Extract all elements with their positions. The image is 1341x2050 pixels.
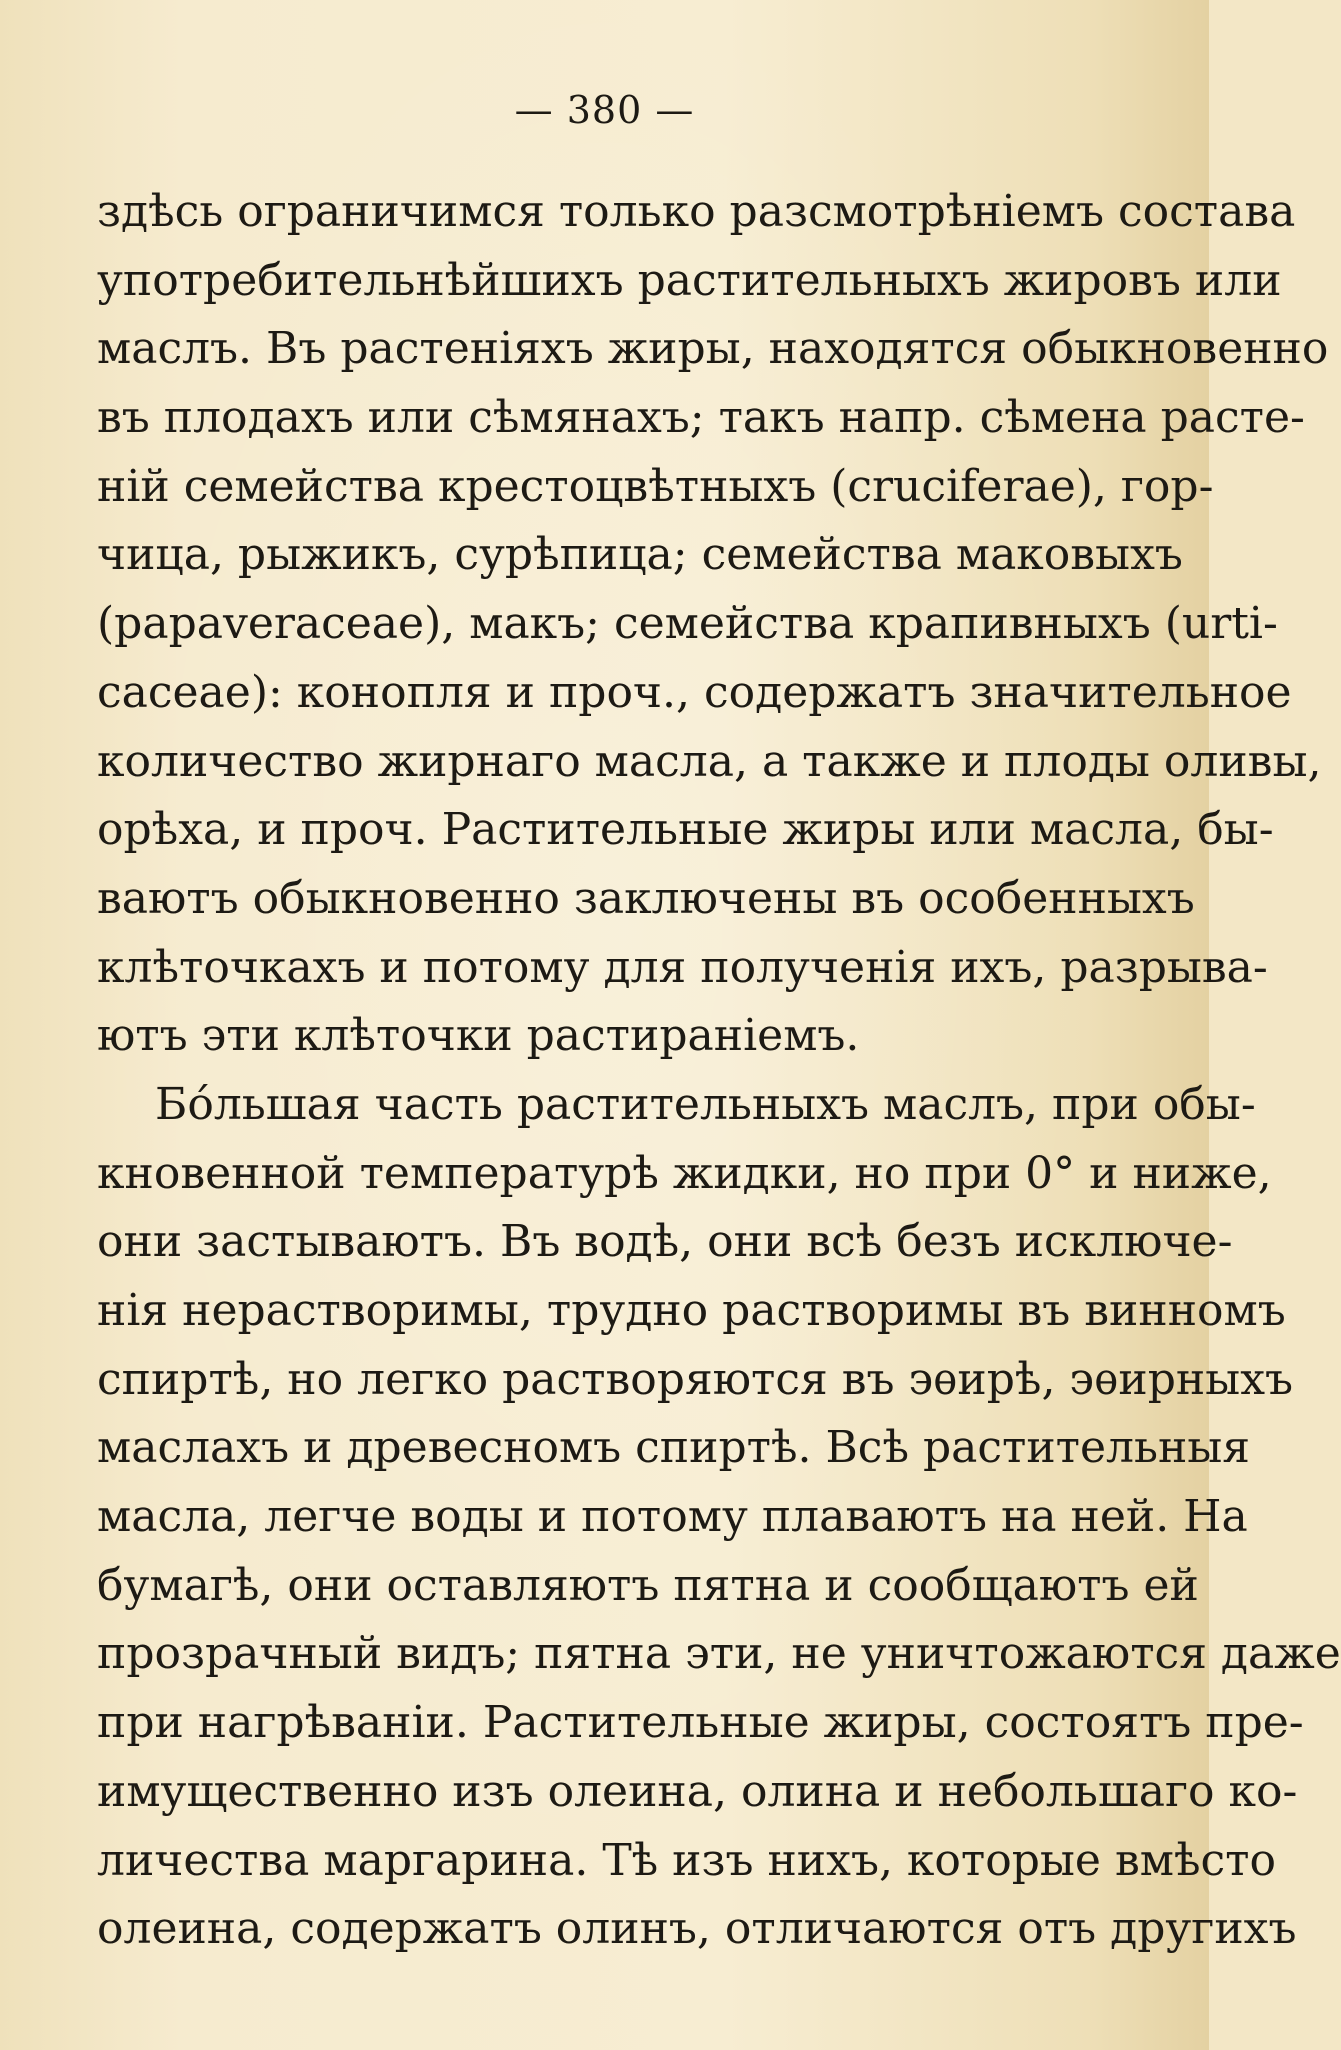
text-line-paragraph-end: ютъ эти клѣточки растираніемъ. xyxy=(97,1010,860,1062)
text-line: при нагрѣваніи. Растительные жиры, состоятъ пре- xyxy=(97,1697,1304,1749)
text-line: ній семейства крестоцвѣтныхъ (cruciferae), гор- xyxy=(97,460,1214,512)
text-line: caceae): конопля и проч., содержатъ значительное xyxy=(97,666,1292,718)
text-line: они застываютъ. Въ водѣ, они всѣ безъ исключе- xyxy=(97,1216,1233,1268)
text-line: здѣсь ограничимся только разсмотрѣніемъ состава xyxy=(97,186,1296,237)
text-line: кновенной температурѣ жидки, но при 0° и ниже, xyxy=(97,1147,1272,1199)
text-line: ваютъ обыкновенно заключены въ особенныхъ xyxy=(97,872,1195,924)
text-line: употребительнѣйшихъ растительныхъ жировъ или xyxy=(97,254,1282,306)
text-line: орѣха, и проч. Растительные жиры или масла, бы- xyxy=(97,804,1274,856)
text-line: количество жирнаго масла, а также и плоды оливы, xyxy=(97,735,1322,787)
text-line-paragraph-start: Бо́льшая часть растительныхъ маслъ, при обы- xyxy=(155,1078,1256,1130)
text-line: нія нерастворимы, трудно растворимы въ винномъ xyxy=(97,1285,1286,1336)
page-number: — 380 — xyxy=(514,88,695,132)
text-line: олеина, содержатъ олинъ, отличаются отъ другихъ xyxy=(97,1903,1297,1955)
text-line: въ плодахъ или сѣмянахъ; такъ напр. сѣмена расте- xyxy=(97,392,1305,444)
text-line: чица, рыжикъ, сурѣпица; семейства маковыхъ xyxy=(97,529,1183,581)
text-line: маслахъ и древесномъ спиртѣ. Всѣ растительныя xyxy=(97,1422,1251,1474)
text-line: маслъ. Въ растеніяхъ жиры, находятся обыкновенно xyxy=(97,323,1329,375)
text-line: масла, легче воды и потому плаваютъ на ней. На xyxy=(97,1491,1248,1543)
text-line: клѣточкахъ и потому для полученія ихъ, разрыва- xyxy=(97,941,1268,993)
text-line: (papaveraceae), макъ; семейства крапивныхъ (urti- xyxy=(97,598,1278,650)
body-text xyxy=(97,178,1341,1964)
text-line: прозрачный видъ; пятна эти, не уничтожаются даже xyxy=(97,1628,1341,1680)
text-line: имущественно изъ олеина, олина и небольшаго ко- xyxy=(97,1765,1298,1817)
text-line: личества маргарина. Тѣ изъ нихъ, которые вмѣсто xyxy=(97,1834,1276,1886)
text-line: бумагѣ, они оставляютъ пятна и сообщаютъ ей xyxy=(97,1559,1199,1611)
text-line: спиртѣ, но легко растворяются въ эѳирѣ, эѳирныхъ xyxy=(97,1353,1294,1405)
